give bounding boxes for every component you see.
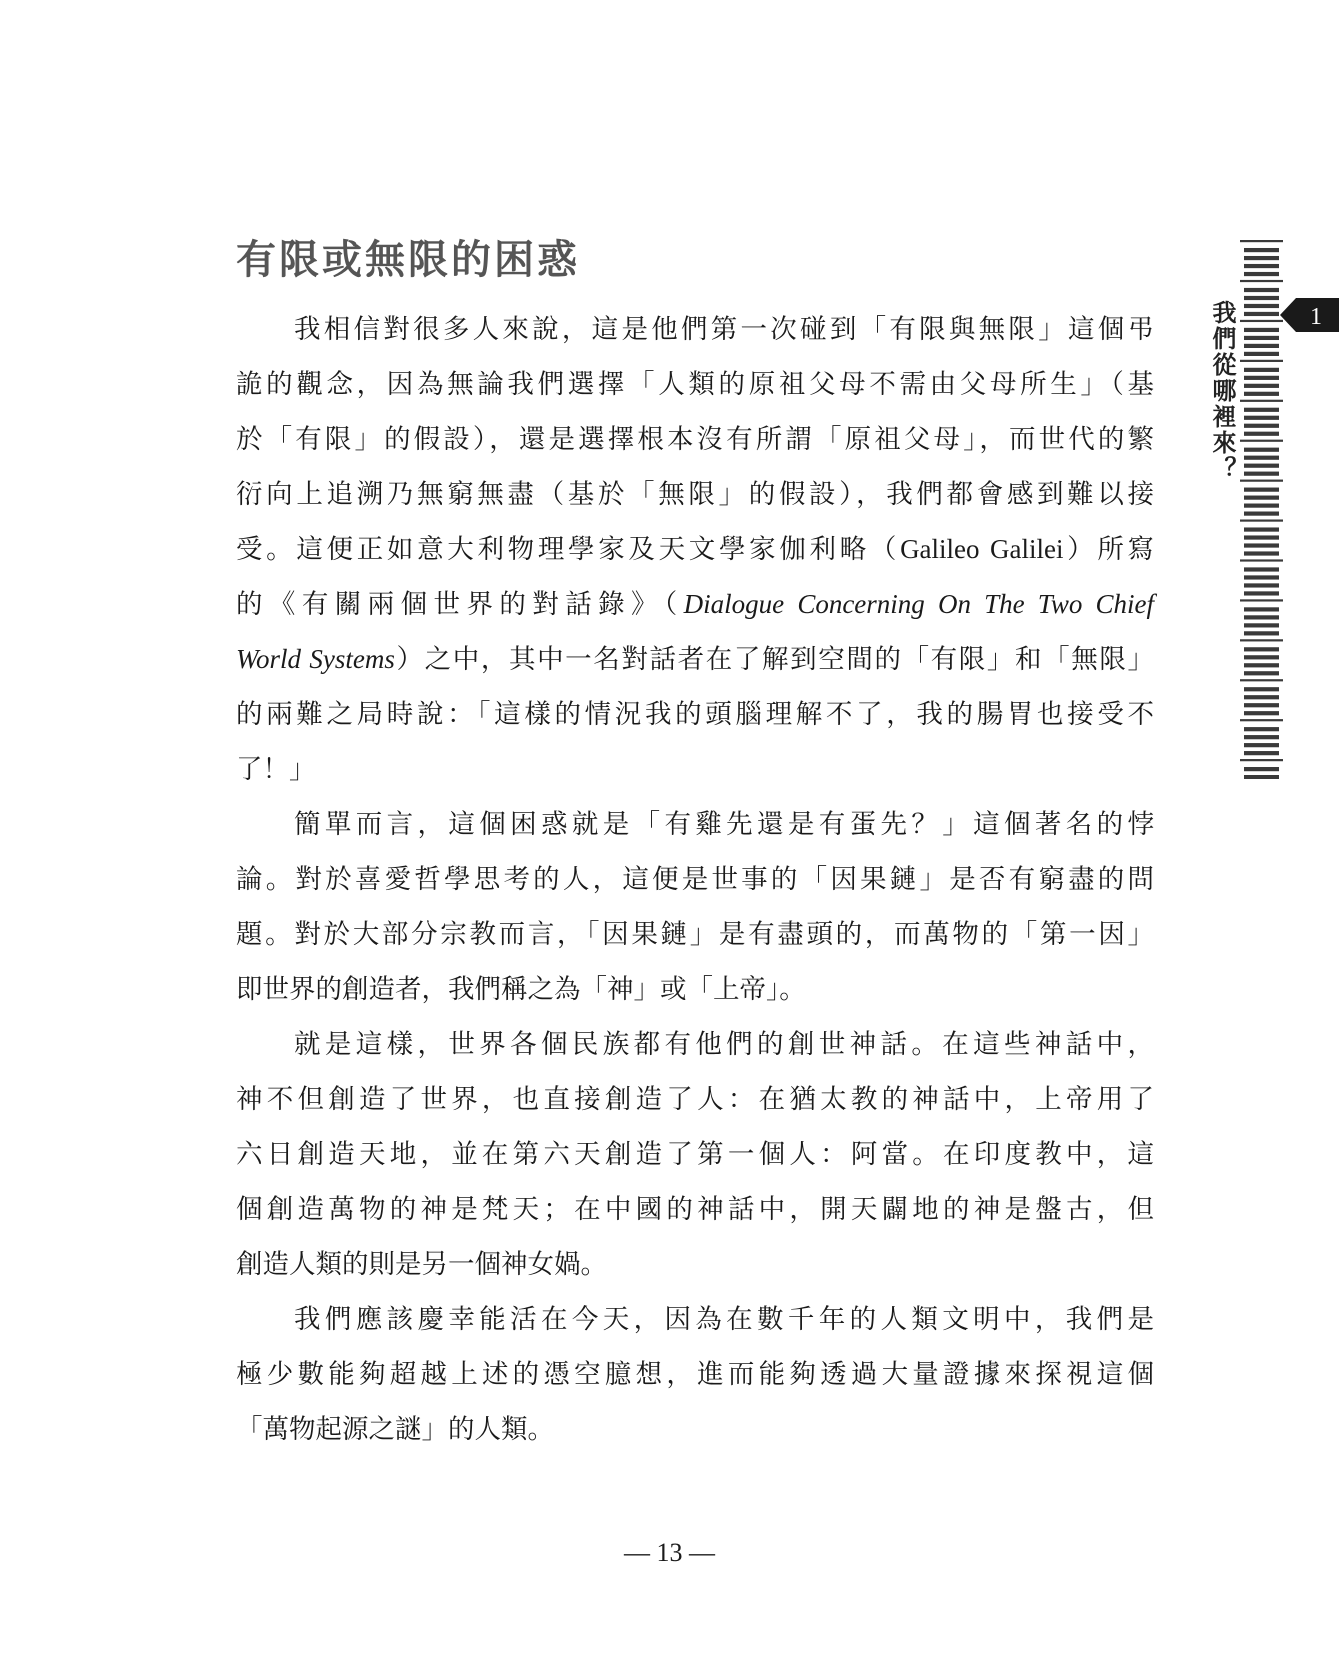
book-title-italic: Dialogue Concerning On The Two Chief [683, 589, 1154, 619]
ruler-tick [1244, 256, 1279, 260]
ruler-tick [1244, 663, 1279, 667]
ruler-tick [1244, 527, 1279, 531]
text-line: 於「有限」的假設），還是選擇根本沒有所謂「原祖父母」，而世代的繁 [236, 424, 1154, 455]
text-line: 論。對於喜愛哲學思考的人，這便是世事的「因果鏈」是否有窮盡的問 [236, 864, 1154, 895]
text-line: 的兩難之局時說：「這樣的情況我的頭腦理解不了，我的腸胃也接受不 [236, 699, 1154, 730]
ruler-tick [1244, 743, 1279, 747]
text-line: 詭的觀念，因為無論我們選擇「人類的原祖父母不需由父母所生」（基 [236, 369, 1154, 400]
text-line: 題。對於大部分宗教而言，「因果鏈」是有盡頭的，而萬物的「第一因」 [236, 919, 1154, 950]
ruler-tick [1244, 631, 1279, 635]
ruler-tick [1244, 488, 1279, 492]
ruler-tick [1244, 567, 1279, 571]
ruler-tick [1244, 615, 1279, 619]
ruler-tick [1244, 583, 1279, 587]
ruler-tick [1244, 607, 1279, 611]
ruler-tick [1240, 280, 1283, 282]
latin-name: Galileo Galilei [900, 534, 1064, 564]
ruler-tick [1244, 424, 1279, 428]
ruler-tick [1244, 727, 1279, 731]
text-line [236, 577, 1154, 632]
chapter-number: 1 [1310, 304, 1322, 330]
text-line: 即世界的創造者，我們稱之為「神」或「上帝」。 [236, 974, 806, 1005]
paragraph-4 [236, 1292, 1154, 1457]
ruler-tick [1244, 496, 1279, 500]
ruler-tick [1244, 432, 1279, 436]
text-line: 創造人類的則是另一個神女媧。 [236, 1249, 607, 1280]
ruler-tick [1244, 344, 1279, 348]
ruler-tick [1244, 775, 1279, 779]
ruler-tick [1244, 535, 1279, 539]
ruler-tick [1244, 767, 1279, 771]
text-line: 六日創造天地，並在第六天創造了第一個人：阿當。在印度教中，這 [236, 1139, 1154, 1170]
text-segment: ）之中，其中一名對話者在了解到空間的「有限」和「無限」 [394, 644, 1154, 675]
ruler-tick [1244, 623, 1279, 627]
paragraph-1 [236, 302, 1154, 797]
body-text [236, 302, 1154, 1457]
ruler-ticks [1240, 236, 1283, 779]
ruler-tick [1240, 360, 1283, 362]
ruler-tick [1244, 416, 1279, 420]
ruler-tick [1244, 448, 1279, 452]
ruler-tick [1244, 591, 1279, 595]
ruler-tick [1244, 511, 1279, 515]
ruler-tick [1244, 248, 1279, 252]
ruler-tick [1244, 472, 1279, 476]
ruler-tick [1244, 551, 1279, 555]
ruler-tick [1244, 312, 1279, 316]
text-line: 極少數能夠超越上述的憑空臆想，進而能夠透過大量證據來探視這個 [236, 1359, 1154, 1390]
text-line: 了！」 [236, 754, 316, 785]
ruler-tick [1244, 655, 1279, 659]
text-line: 我相信對很多人來說，這是他們第一次碰到「有限與無限」這個弔 [294, 314, 1154, 345]
ruler-tick [1244, 751, 1279, 755]
ruler-tick [1240, 679, 1283, 681]
ruler-tick [1240, 519, 1283, 521]
text-line: 神不但創造了世界，也直接創造了人：在猶太教的神話中，上帝用了 [236, 1084, 1154, 1115]
ruler-tick [1244, 392, 1279, 396]
ruler-tick [1244, 368, 1279, 372]
text-line [236, 522, 1154, 577]
ruler-tick [1240, 759, 1283, 761]
ruler-tick [1244, 272, 1279, 276]
page-number: — 13 — [624, 1538, 715, 1567]
ruler-tick [1244, 336, 1279, 340]
ruler-tick [1244, 464, 1279, 468]
ruler-tick [1244, 296, 1279, 300]
chapter-title-vertical: 我們從哪裡來？ [1208, 300, 1236, 482]
chapter-ruler [1240, 236, 1283, 779]
ruler-tick [1240, 400, 1283, 402]
text-line [236, 632, 1154, 687]
text-line: 衍向上追溯乃無窮無盡（基於「無限」的假設），我們都會感到難以接 [236, 479, 1154, 510]
ruler-tick [1244, 264, 1279, 268]
paragraph-3 [236, 1017, 1154, 1292]
ruler-tick [1240, 639, 1283, 641]
ruler-tick [1244, 687, 1279, 691]
ruler-tick [1240, 440, 1283, 442]
ruler-tick [1244, 384, 1279, 388]
text-line: 我們應該慶幸能活在今天，因為在數千年的人類文明中，我們是 [294, 1304, 1154, 1335]
ruler-tick [1244, 288, 1279, 292]
ruler-tick [1244, 504, 1279, 508]
section-title: 有限或無限的困惑 [236, 236, 580, 283]
ruler-tick [1244, 695, 1279, 699]
ruler-tick [1240, 719, 1283, 721]
ruler-tick [1244, 376, 1279, 380]
ruler-tick [1244, 671, 1279, 675]
text-line: 就是這樣，世界各個民族都有他們的創世神話。在這些神話中， [294, 1029, 1154, 1060]
ruler-tick [1244, 352, 1279, 356]
ruler-tick [1244, 647, 1279, 651]
ruler-tick [1244, 735, 1279, 739]
ruler-tick [1244, 543, 1279, 547]
ruler-tick [1240, 599, 1283, 601]
ruler-tick [1244, 703, 1279, 707]
text-segment: ）所寫 [1063, 534, 1155, 565]
text-segment: 的《有關兩個世界的對話錄》（ [236, 589, 684, 620]
chapter-arrow-icon [1280, 298, 1339, 332]
ruler-tick [1240, 480, 1283, 482]
ruler-tick [1244, 711, 1279, 715]
text-segment: 受。這便正如意大利物理學家及天文學家伽利略（ [236, 534, 901, 565]
paragraph-2 [236, 797, 1154, 1017]
ruler-tick [1240, 240, 1283, 242]
ruler-tick [1244, 575, 1279, 579]
ruler-tick [1240, 559, 1283, 561]
text-line: 簡單而言，這個困惑就是「有雞先還是有蛋先？」這個著名的悖 [294, 809, 1154, 840]
ruler-tick [1244, 304, 1279, 308]
text-line: 「萬物起源之謎」的人類。 [236, 1414, 554, 1445]
ruler-tick [1244, 328, 1279, 332]
ruler-tick [1244, 408, 1279, 412]
ruler-tick [1240, 320, 1283, 322]
text-line: 個創造萬物的神是梵天；在中國的神話中，開天闢地的神是盤古，但 [236, 1194, 1154, 1225]
ruler-tick [1244, 456, 1279, 460]
chapter-tab [1280, 298, 1339, 332]
book-title-italic: World Systems [236, 644, 395, 674]
